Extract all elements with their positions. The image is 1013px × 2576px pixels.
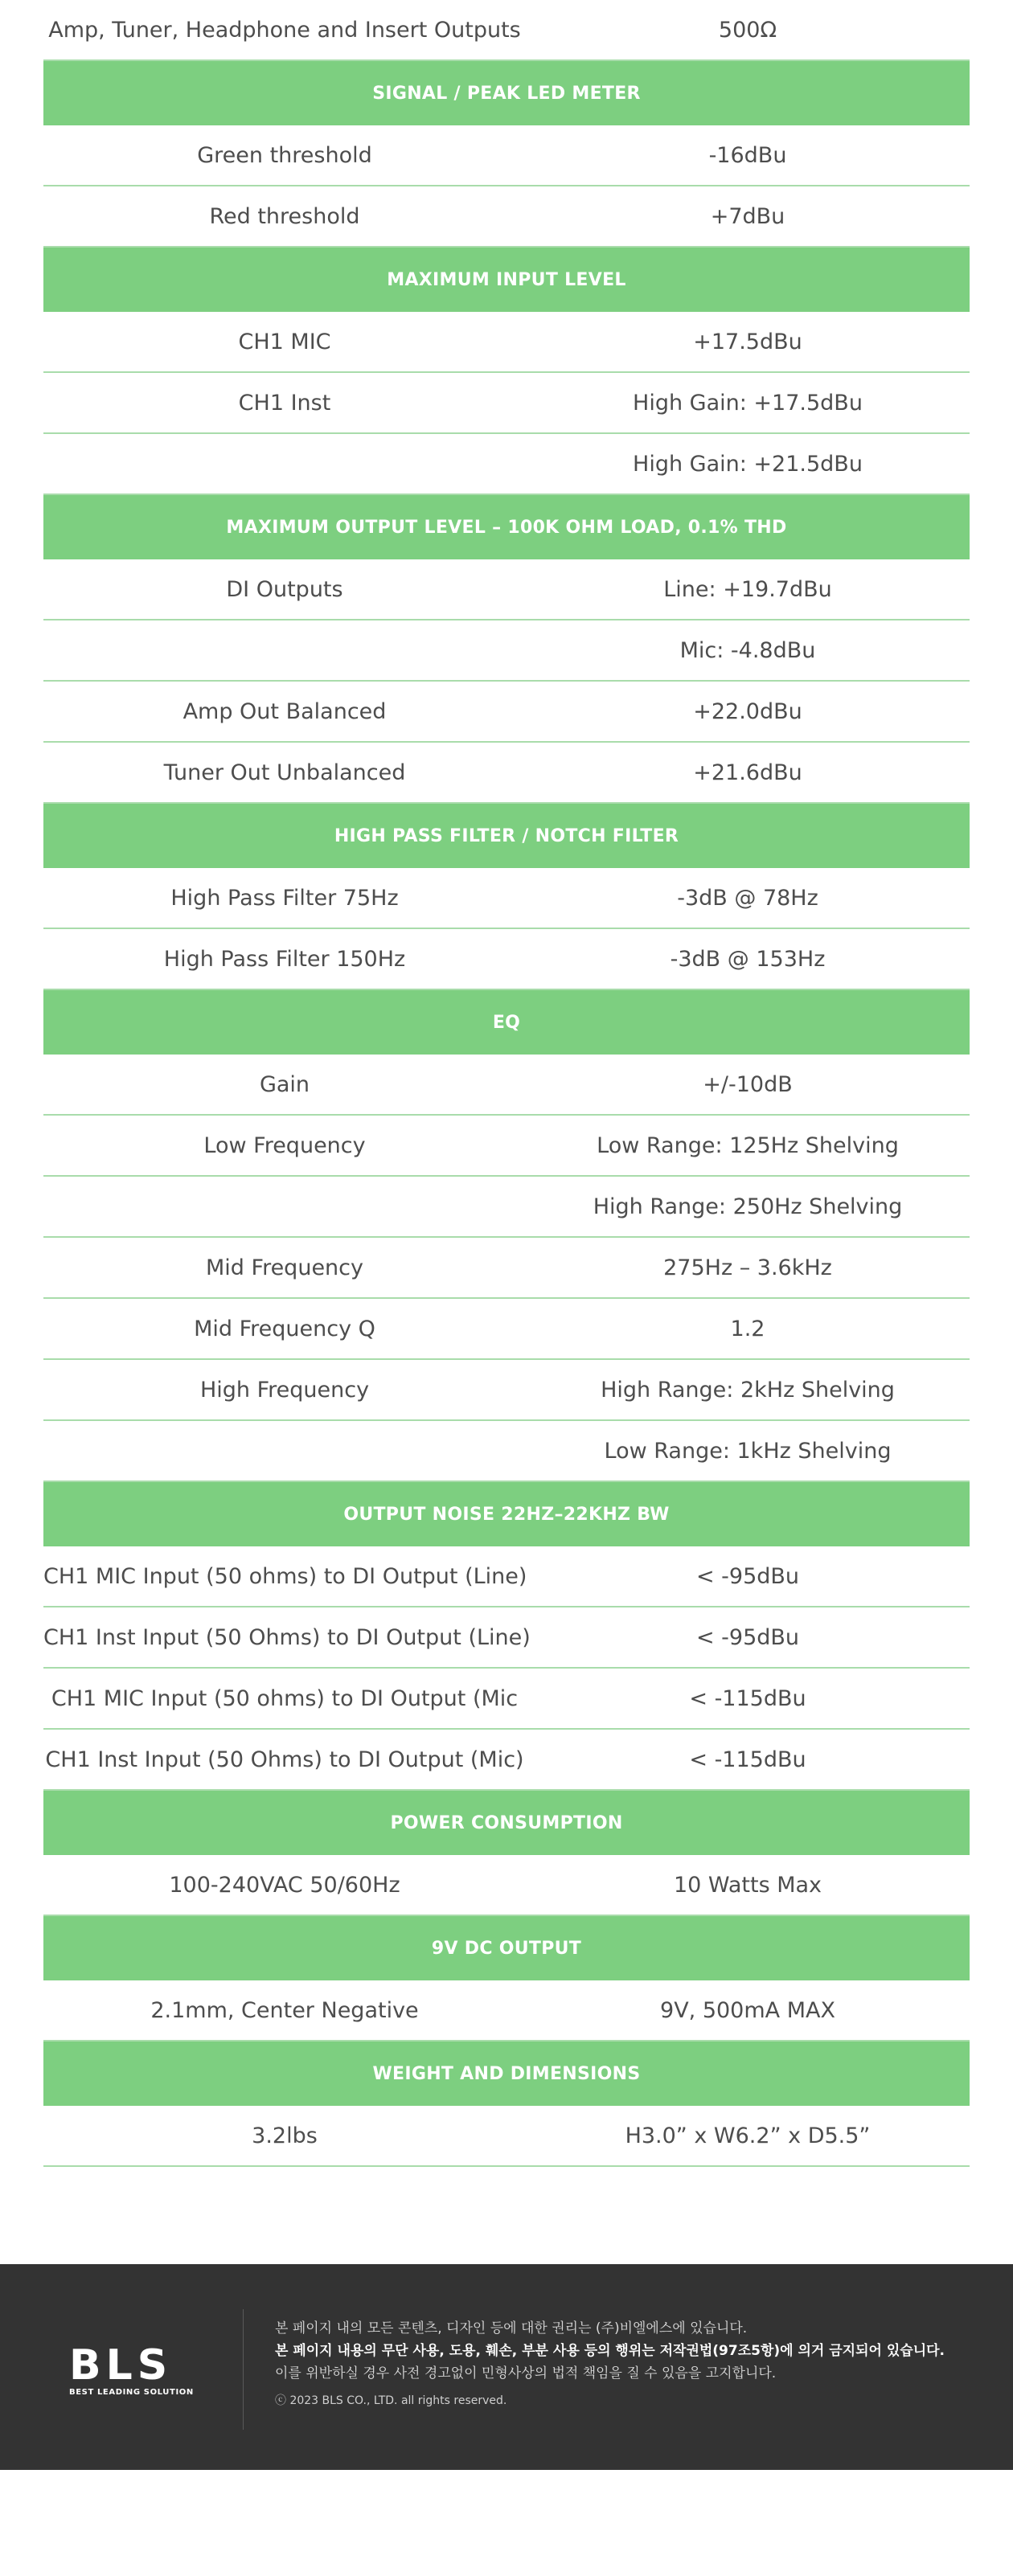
spec-row bbox=[43, 682, 970, 743]
spec-value: High Range: 250Hz Shelving bbox=[593, 1194, 903, 1219]
section-header: EQ bbox=[43, 990, 970, 1055]
spec-label: CH1 Inst Input (50 Ohms) to DI Output (Line) bbox=[43, 1624, 531, 1650]
spec-value: +7dBu bbox=[710, 203, 785, 229]
spec-value: < -95dBu bbox=[695, 1624, 800, 1650]
section-header: POWER CONSUMPTION bbox=[43, 1791, 970, 1855]
spec-label: High Frequency bbox=[199, 1377, 370, 1403]
spec-label: Red threshold bbox=[209, 203, 360, 229]
rights-notice: 본 페이지 내의 모든 콘텐츠, 디자인 등에 대한 권리는 (주)비엘에스에 있습니다. bbox=[275, 2320, 748, 2336]
spec-row bbox=[43, 620, 970, 682]
spec-label: Amp Out Balanced bbox=[183, 698, 387, 724]
spec-row bbox=[43, 1116, 970, 1177]
footer-notice bbox=[275, 2317, 945, 2412]
spec-row bbox=[43, 1855, 970, 1916]
spec-label: 3.2lbs bbox=[252, 2123, 318, 2148]
spec-row bbox=[43, 929, 970, 990]
spec-row bbox=[43, 186, 970, 248]
spec-row bbox=[43, 125, 970, 186]
spec-row bbox=[43, 0, 970, 61]
spec-value: 1.2 bbox=[730, 1316, 765, 1341]
spec-value: High Gain: +21.5dBu bbox=[633, 451, 863, 477]
spec-value: High Gain: +17.5dBu bbox=[633, 390, 863, 416]
spec-value: -3dB @ 78Hz bbox=[677, 885, 818, 911]
spec-value: +21.6dBu bbox=[693, 760, 802, 785]
spec-row bbox=[43, 1299, 970, 1360]
spec-row bbox=[43, 1055, 970, 1116]
spec-label: Gain bbox=[259, 1071, 310, 1097]
footer-divider bbox=[243, 2309, 244, 2430]
spec-label: High Pass Filter 75Hz bbox=[170, 885, 399, 911]
spec-row bbox=[43, 1546, 970, 1607]
spec-row bbox=[43, 434, 970, 495]
spec-value: +17.5dBu bbox=[693, 329, 802, 354]
spec-label: 100-240VAC 50/60Hz bbox=[169, 1872, 400, 1898]
spec-row bbox=[43, 1980, 970, 2042]
section-header: 9V DC OUTPUT bbox=[43, 1916, 970, 1980]
spec-row bbox=[43, 1421, 970, 1482]
spec-value: Low Range: 1kHz Shelving bbox=[604, 1438, 892, 1464]
spec-value: 10 Watts Max bbox=[673, 1872, 822, 1898]
spec-label: 2.1mm, Center Negative bbox=[150, 1997, 419, 2023]
logo-mark: BLS bbox=[69, 2341, 173, 2390]
spec-row bbox=[43, 1238, 970, 1299]
spec-row bbox=[43, 559, 970, 620]
spec-value: -3dB @ 153Hz bbox=[670, 946, 826, 972]
section-header: HIGH PASS FILTER / NOTCH FILTER bbox=[43, 804, 970, 868]
spec-value: +/-10dB bbox=[703, 1071, 793, 1097]
spec-value: +22.0dBu bbox=[693, 698, 802, 724]
spec-label: DI Outputs bbox=[226, 576, 343, 602]
spec-row bbox=[43, 1360, 970, 1421]
spec-row bbox=[43, 312, 970, 373]
spec-row bbox=[43, 1177, 970, 1238]
spec-row bbox=[43, 2106, 970, 2167]
section-header: MAXIMUM INPUT LEVEL bbox=[43, 248, 970, 312]
spec-label: Mid Frequency bbox=[205, 1255, 363, 1280]
spec-value: 9V, 500mA MAX bbox=[660, 1997, 835, 2023]
spec-label: Green threshold bbox=[197, 142, 372, 168]
logo-tagline: BEST LEADING SOLUTION bbox=[69, 2388, 194, 2397]
spec-value: H3.0” x W6.2” x D5.5” bbox=[625, 2123, 871, 2148]
section-header: WEIGHT AND DIMENSIONS bbox=[43, 2042, 970, 2106]
spec-value: Line: +19.7dBu bbox=[663, 576, 832, 602]
copyright-text: ⓒ 2023 BLS CO., LTD. all rights reserved. bbox=[275, 2394, 507, 2407]
spec-label: Amp, Tuner, Headphone and Insert Outputs bbox=[48, 17, 521, 43]
footer bbox=[0, 2264, 1013, 2470]
section-header: MAXIMUM OUTPUT LEVEL – 100K OHM LOAD, 0.1% THD bbox=[43, 495, 970, 559]
spec-label: Tuner Out Unbalanced bbox=[163, 760, 406, 785]
spec-row bbox=[43, 1669, 970, 1730]
spec-label: High Pass Filter 150Hz bbox=[163, 946, 406, 972]
spec-label: CH1 MIC Input (50 ohms) to DI Output (Mic bbox=[51, 1685, 519, 1711]
spec-value: < -95dBu bbox=[695, 1563, 800, 1589]
spec-value: Low Range: 125Hz Shelving bbox=[597, 1132, 899, 1158]
spec-row bbox=[43, 868, 970, 929]
spec-value: < -115dBu bbox=[689, 1747, 806, 1772]
spec-label: Mid Frequency Q bbox=[194, 1316, 375, 1341]
section-header: OUTPUT NOISE 22HZ–22KHZ BW bbox=[43, 1482, 970, 1546]
spec-row bbox=[43, 1730, 970, 1791]
spec-value: < -115dBu bbox=[689, 1685, 806, 1711]
spec-label: CH1 MIC Input (50 ohms) to DI Output (Line) bbox=[43, 1563, 527, 1589]
spec-value: 275Hz – 3.6kHz bbox=[663, 1255, 832, 1280]
spec-label: CH1 Inst bbox=[238, 390, 331, 416]
spec-value: 500Ω bbox=[718, 17, 777, 43]
spec-label: CH1 Inst Input (50 Ohms) to DI Output (Mic) bbox=[45, 1747, 524, 1772]
spec-row bbox=[43, 743, 970, 804]
legal-warning: 이를 위반하실 경우 사전 경고없이 민형사상의 법적 책임을 질 수 있음을 고지합니다. bbox=[275, 2365, 777, 2381]
spec-label: CH1 MIC bbox=[238, 329, 331, 354]
spec-table bbox=[43, 0, 970, 2167]
spec-value: -16dBu bbox=[708, 142, 787, 168]
copyright-law-notice: 본 페이지 내용의 무단 사용, 도용, 훼손, 부분 사용 등의 행위는 저작권법(97조5항)에 의거 금지되어 있습니다. bbox=[275, 2343, 945, 2359]
spec-row bbox=[43, 373, 970, 434]
spec-row bbox=[43, 1607, 970, 1669]
section-header: SIGNAL / PEAK LED METER bbox=[43, 61, 970, 125]
spec-value: High Range: 2kHz Shelving bbox=[601, 1377, 895, 1403]
spec-label: Low Frequency bbox=[203, 1132, 366, 1158]
spec-value: Mic: -4.8dBu bbox=[679, 637, 816, 663]
bls-logo bbox=[69, 2341, 198, 2397]
